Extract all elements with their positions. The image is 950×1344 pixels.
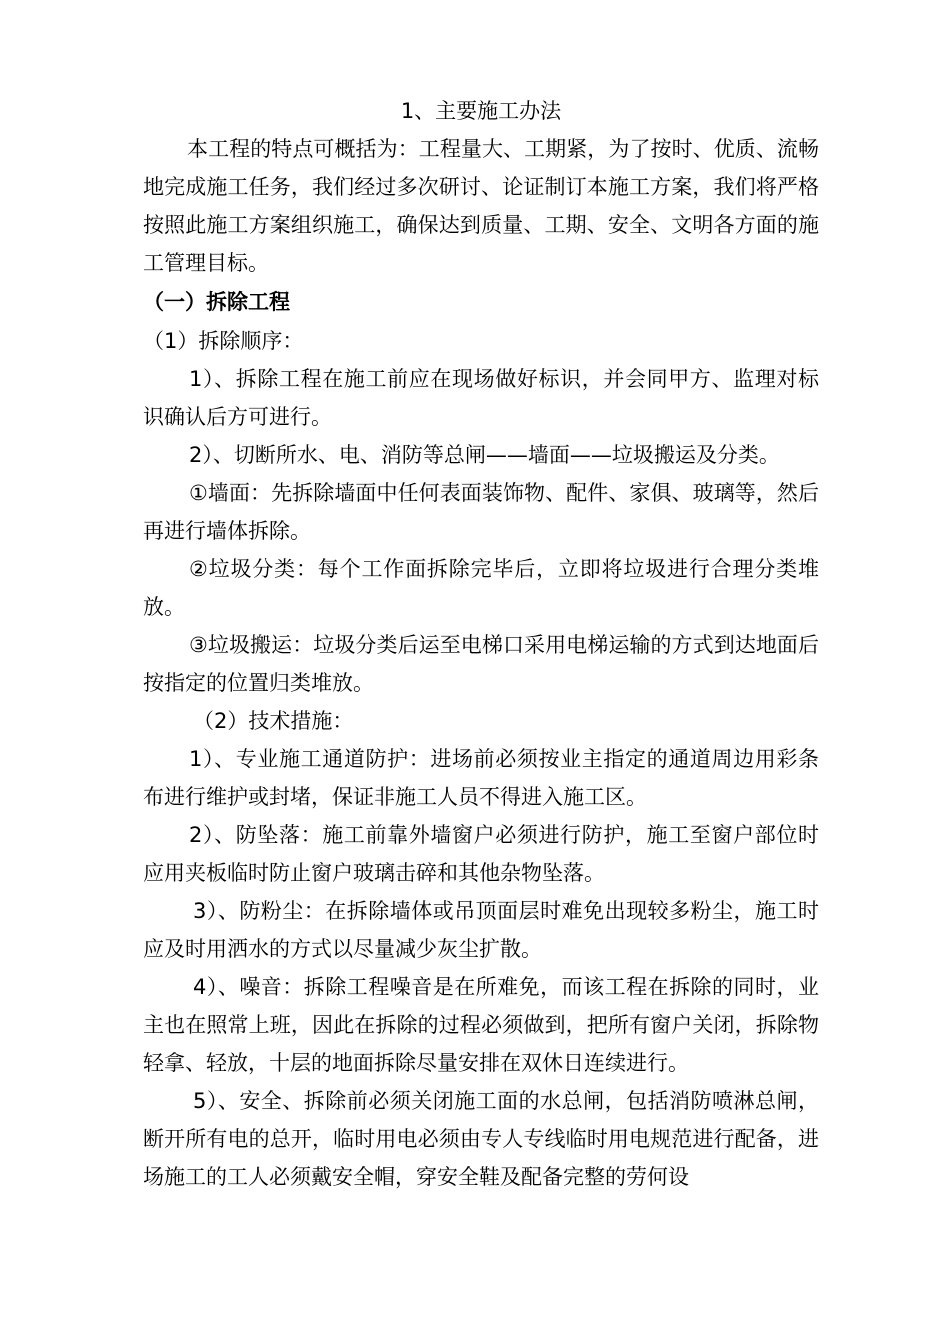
technical-measure-item-5: 5）、安全、拆除前必须关闭施工面的水总闸，包括消防喷淋总闸，断开所有电的总开，临时用电必须由专人专线临时用电规范进行配备，进场施工的工人必须戴安全帽，穿安全鞋及配备完整的劳何设 <box>143 1089 819 1189</box>
technical-measure-item-2: 2）、防坠落：施工前靠外墙窗户必须进行防护，施工至窗户部位时应用夹板临时防止窗户玻璃击碎和其他杂物坠落。 <box>143 823 819 885</box>
demolition-order-item-sorting: ②垃圾分类：每个工作面拆除完毕后，立即将垃圾进行合理分类堆放。 <box>143 557 819 619</box>
section-heading-demolition: （一）拆除工程 <box>143 290 290 314</box>
demolition-order-item-1: 1）、拆除工程在施工前应在现场做好标识，并会同甲方、监理对标识确认后方可进行。 <box>143 367 819 429</box>
technical-measure-item-3: 3）、防粉尘：在拆除墙体或吊顶面层时难免出现较多粉尘，施工时应及时用洒水的方式以尽量减少灰尘扩散。 <box>143 899 819 961</box>
intro-paragraph: 本工程的特点可概括为：工程量大、工期紧，为了按时、优质、流畅地完成施工任务，我们经过多次研讨、论证制订本施工方案，我们将严格按照此施工方案组织施工，确保达到质量、工期、安全、文明各方面的施工管理目标。 <box>143 137 819 275</box>
technical-measure-item-1: 1）、专业施工通道防护：进场前必须按业主指定的通道周边用彩条布进行维护或封堵，保证非施工人员不得进入施工区。 <box>143 747 819 809</box>
technical-measure-item-4: 4）、噪音：拆除工程噪音是在所难免，而该工程在拆除的同时，业主也在照常上班，因此在拆除的过程必须做到，把所有窗户关闭，拆除物轻拿、轻放，十层的地面拆除尽量安排在双休日连续进行。 <box>143 975 819 1075</box>
subsection-title-demolition-order: （1）拆除顺序： <box>143 329 304 353</box>
document-title: 1、主要施工办法 <box>400 99 562 123</box>
subsection-title-technical-measures: （2）技术措施： <box>193 709 354 733</box>
document-page <box>143 92 819 1196</box>
demolition-order-item-transport: ③垃圾搬运：垃圾分类后运至电梯口采用电梯运输的方式到达地面后按指定的位置归类堆放。 <box>143 633 819 695</box>
demolition-order-item-wall: ①墙面：先拆除墙面中任何表面装饰物、配件、家俱、玻璃等，然后再进行墙体拆除。 <box>143 481 819 543</box>
demolition-order-item-2: 2）、切断所水、电、消防等总闸——墙面——垃圾搬运及分类。 <box>189 443 780 467</box>
